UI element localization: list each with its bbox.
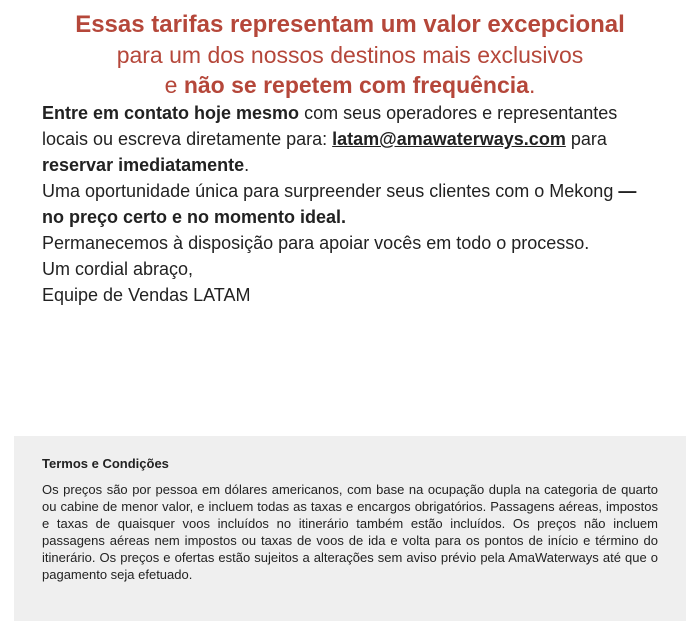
opportunity-text: Uma oportunidade única para surpreender seus clientes com o Mekong xyxy=(42,181,619,201)
body-content xyxy=(0,100,700,308)
contact-end: . xyxy=(244,155,250,175)
terms-title: Termos e Condições xyxy=(42,456,169,471)
headline-line-1: Essas tarifas representam um valor excepcional xyxy=(75,11,625,38)
contact-paragraph xyxy=(42,100,658,178)
greeting: Um cordial abraço, xyxy=(42,259,194,279)
headline-line-3-bold: não se repetem com frequência xyxy=(183,72,529,98)
headline xyxy=(0,10,700,100)
support-paragraph: Permanecemos à disposição para apoiar vocês em todo o processo. xyxy=(42,233,590,253)
reserve-bold: reservar imediatamente xyxy=(42,155,245,175)
opportunity-bold: — no preço certo e no momento ideal. xyxy=(42,181,637,227)
contact-text-2: para xyxy=(565,129,607,149)
headline-line-3 xyxy=(0,70,700,100)
opportunity-paragraph xyxy=(42,178,658,230)
headline-line-3-suffix: . xyxy=(528,72,536,98)
email-link[interactable]: latam@amawaterways.com xyxy=(332,129,566,149)
contact-text: com seus operadores e representantes locais ou escreva diretamente para: xyxy=(42,103,618,149)
contact-bold: Entre em contato hoje mesmo xyxy=(42,103,300,123)
terms-text: Os preços são por pessoa em dólares americanos, com base na ocupação dupla na categoria de quarto ou cabine de menor valor, e incluem todas as taxas e encargos obrigatórios. Passagens aéreas, impostos e taxas de quaisquer voos incluídos no itinerário também estão incluídos. Os preços não incluem passagens aéreas nem impostos ou taxas de voos de ida e volta para os pontos de início e término do itinerário. Os preços e ofertas estão sujeitos a alterações sem aviso prévio pela AmaWaterways até que o pagamento seja efetuado. xyxy=(42,482,658,582)
terms-box xyxy=(14,436,686,621)
signature: Equipe de Vendas LATAM xyxy=(42,285,251,305)
headline-line-3-prefix: e xyxy=(164,72,184,98)
headline-line-2: para um dos nossos destinos mais exclusivos xyxy=(116,42,584,68)
